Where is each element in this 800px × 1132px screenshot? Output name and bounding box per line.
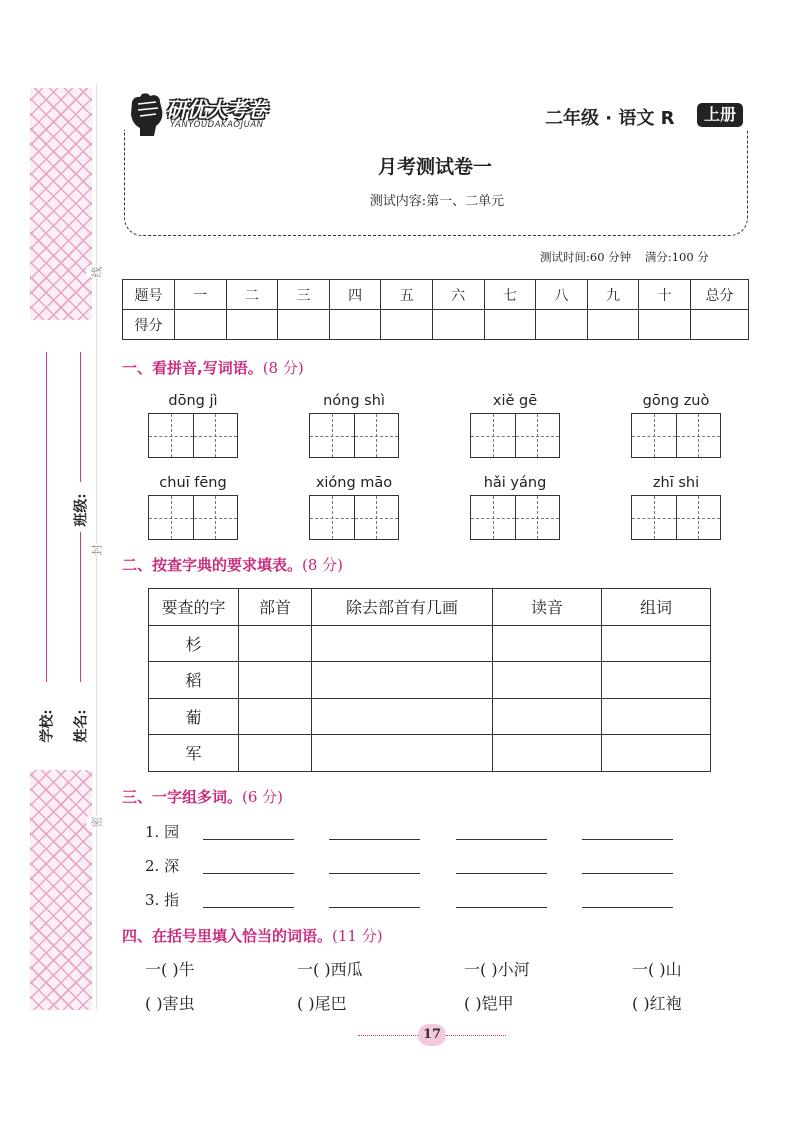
answer-blank[interactable]	[582, 873, 673, 874]
dict-answer-cell[interactable]	[602, 735, 711, 772]
answer-blank[interactable]	[329, 907, 420, 908]
answer-blank[interactable]	[456, 873, 547, 874]
dict-answer-cell[interactable]	[493, 625, 602, 662]
dict-answer-cell[interactable]	[312, 735, 493, 772]
dict-answer-cell[interactable]	[239, 625, 312, 662]
writing-grid[interactable]	[470, 495, 560, 540]
dict-header-row	[149, 589, 711, 626]
full-score: 满分:100 分	[644, 250, 709, 264]
dict-row	[149, 698, 711, 735]
answer-blank[interactable]	[456, 839, 547, 840]
dict-header-cell: 部首	[239, 589, 312, 626]
writing-grid[interactable]	[309, 495, 399, 540]
score-cell[interactable]	[691, 310, 749, 340]
dict-char: 稻	[149, 662, 239, 699]
score-header-cell: 七	[484, 280, 536, 310]
pinyin-text: zhī shi	[652, 475, 700, 491]
fill-bracket-item[interactable]: 一( )牛	[145, 960, 195, 979]
score-header-cell: 十	[639, 280, 691, 310]
dict-row	[149, 735, 711, 772]
dict-header-cell: 组词	[602, 589, 711, 626]
dict-answer-cell[interactable]	[602, 698, 711, 735]
name-blank-line[interactable]	[80, 532, 81, 682]
test-meta	[540, 249, 719, 265]
footer-divider-right	[446, 1035, 506, 1036]
dict-answer-cell[interactable]	[312, 698, 493, 735]
writing-grid[interactable]	[148, 495, 238, 540]
answer-blank[interactable]	[456, 907, 547, 908]
section-1-points: (8 分)	[262, 359, 304, 377]
score-cell[interactable]	[175, 310, 227, 340]
score-header-cell: 九	[587, 280, 639, 310]
answer-blank[interactable]	[582, 839, 673, 840]
score-header-cell: 一	[175, 280, 227, 310]
section-4-title: 四、在括号里填入恰当的词语。	[122, 927, 333, 945]
dict-answer-cell[interactable]	[239, 698, 312, 735]
dict-char: 葡	[149, 698, 239, 735]
fill-bracket-item[interactable]: ( )铠甲	[464, 994, 514, 1013]
section-3-heading	[122, 786, 283, 807]
pinyin-text: chuī fēng	[159, 475, 227, 491]
dictionary-table	[148, 588, 711, 772]
pinyin-text: dōng jì	[168, 393, 218, 409]
score-row-label: 得分	[123, 310, 175, 340]
score-header-cell: 二	[226, 280, 278, 310]
writing-grid[interactable]	[148, 413, 238, 458]
dict-answer-cell[interactable]	[239, 662, 312, 699]
writing-grid[interactable]	[470, 413, 560, 458]
section-3-title: 三、一字组多词。	[122, 788, 243, 806]
score-header-cell: 总分	[691, 280, 749, 310]
pinyin-text: hǎi yáng	[483, 475, 547, 491]
score-header-cell: 四	[329, 280, 381, 310]
dict-answer-cell[interactable]	[239, 735, 312, 772]
section-1-title: 一、看拼音,写词语。	[122, 359, 263, 377]
name-label: 姓名:	[73, 709, 90, 743]
dict-answer-cell[interactable]	[602, 662, 711, 699]
answer-blank[interactable]	[329, 873, 420, 874]
section-2-heading	[122, 554, 343, 575]
score-header-cell: 三	[278, 280, 330, 310]
dict-answer-cell[interactable]	[493, 698, 602, 735]
pinyin-text: gōng zuò	[642, 393, 710, 409]
title-frame	[124, 130, 748, 236]
logo-subtitle: YANYOUDAKAOJUAN	[170, 120, 264, 130]
score-cell[interactable]	[639, 310, 691, 340]
fill-bracket-item[interactable]: ( )尾巴	[297, 994, 347, 1013]
score-table-header-row	[123, 280, 749, 310]
word-group-label: 2. 深	[145, 857, 180, 875]
writing-grid[interactable]	[631, 413, 721, 458]
volume-badge: 上册	[697, 103, 743, 127]
score-header-cell: 八	[536, 280, 588, 310]
score-table-score-row	[123, 310, 749, 340]
side-char-line: 线	[87, 267, 107, 278]
score-header-cell: 五	[381, 280, 433, 310]
answer-blank[interactable]	[203, 907, 294, 908]
fill-bracket-row	[0, 957, 800, 981]
class-label: 班级:	[73, 493, 90, 527]
dict-row	[149, 662, 711, 699]
writing-grid[interactable]	[309, 413, 399, 458]
dict-char: 军	[149, 735, 239, 772]
answer-blank[interactable]	[203, 839, 294, 840]
footer-divider-left	[358, 1035, 418, 1036]
school-label: 学校:	[39, 709, 56, 743]
writing-grid[interactable]	[631, 495, 721, 540]
score-cell[interactable]	[329, 310, 381, 340]
class-blank-line[interactable]	[80, 352, 81, 482]
page-title: 月考测试卷一	[377, 156, 492, 178]
section-1-heading	[122, 357, 304, 378]
section-4-heading	[122, 925, 383, 946]
score-cell[interactable]	[432, 310, 484, 340]
score-cell[interactable]	[587, 310, 639, 340]
side-char-secret: 密	[87, 817, 107, 828]
fill-bracket-item[interactable]: ( )害虫	[145, 994, 195, 1013]
dict-answer-cell[interactable]	[312, 662, 493, 699]
score-cell[interactable]	[381, 310, 433, 340]
section-2-title: 二、按查字典的要求填表。	[122, 556, 303, 574]
logo-title: 研优大考卷	[166, 98, 266, 122]
word-group-label: 1. 园	[145, 823, 180, 841]
dict-header-cell: 除去部首有几画	[312, 589, 493, 626]
fill-bracket-row	[0, 991, 800, 1015]
fill-bracket-item[interactable]: ( )红袍	[632, 994, 682, 1013]
dict-answer-cell[interactable]	[312, 625, 493, 662]
fill-bracket-item[interactable]: 一( )小河	[464, 960, 530, 979]
dict-header-cell: 读音	[493, 589, 602, 626]
score-cell[interactable]	[278, 310, 330, 340]
test-time: 测试时间:60 分钟	[540, 250, 632, 264]
answer-blank[interactable]	[582, 907, 673, 908]
score-header-cell: 题号	[123, 280, 175, 310]
dict-answer-cell[interactable]	[602, 625, 711, 662]
test-content: 测试内容:第一、二单元	[369, 194, 505, 209]
school-blank-line[interactable]	[46, 352, 47, 682]
grade-subject: 二年级 · 语文 R	[545, 108, 675, 129]
answer-blank[interactable]	[203, 873, 294, 874]
pinyin-text: nóng shì	[323, 393, 385, 409]
dict-answer-cell[interactable]	[493, 662, 602, 699]
score-cell[interactable]	[536, 310, 588, 340]
dict-char: 杉	[149, 625, 239, 662]
answer-blank[interactable]	[329, 839, 420, 840]
score-table	[122, 279, 749, 340]
fill-bracket-item[interactable]: 一( )山	[632, 960, 682, 979]
page-number: 17	[418, 1024, 446, 1046]
dict-row	[149, 625, 711, 662]
fill-bracket-item[interactable]: 一( )西瓜	[297, 960, 363, 979]
section-2-points: (8 分)	[302, 556, 344, 574]
pinyin-text: xiě gē	[492, 393, 538, 409]
dict-header-cell: 要查的字	[149, 589, 239, 626]
dict-answer-cell[interactable]	[493, 735, 602, 772]
score-cell[interactable]	[484, 310, 536, 340]
section-3-points: (6 分)	[242, 788, 284, 806]
side-char-seal: 封	[87, 545, 107, 556]
word-group-label: 3. 指	[145, 891, 180, 909]
section-4-points: (11 分)	[332, 927, 383, 945]
score-cell[interactable]	[226, 310, 278, 340]
score-header-cell: 六	[432, 280, 484, 310]
pinyin-text: xióng māo	[315, 475, 393, 491]
